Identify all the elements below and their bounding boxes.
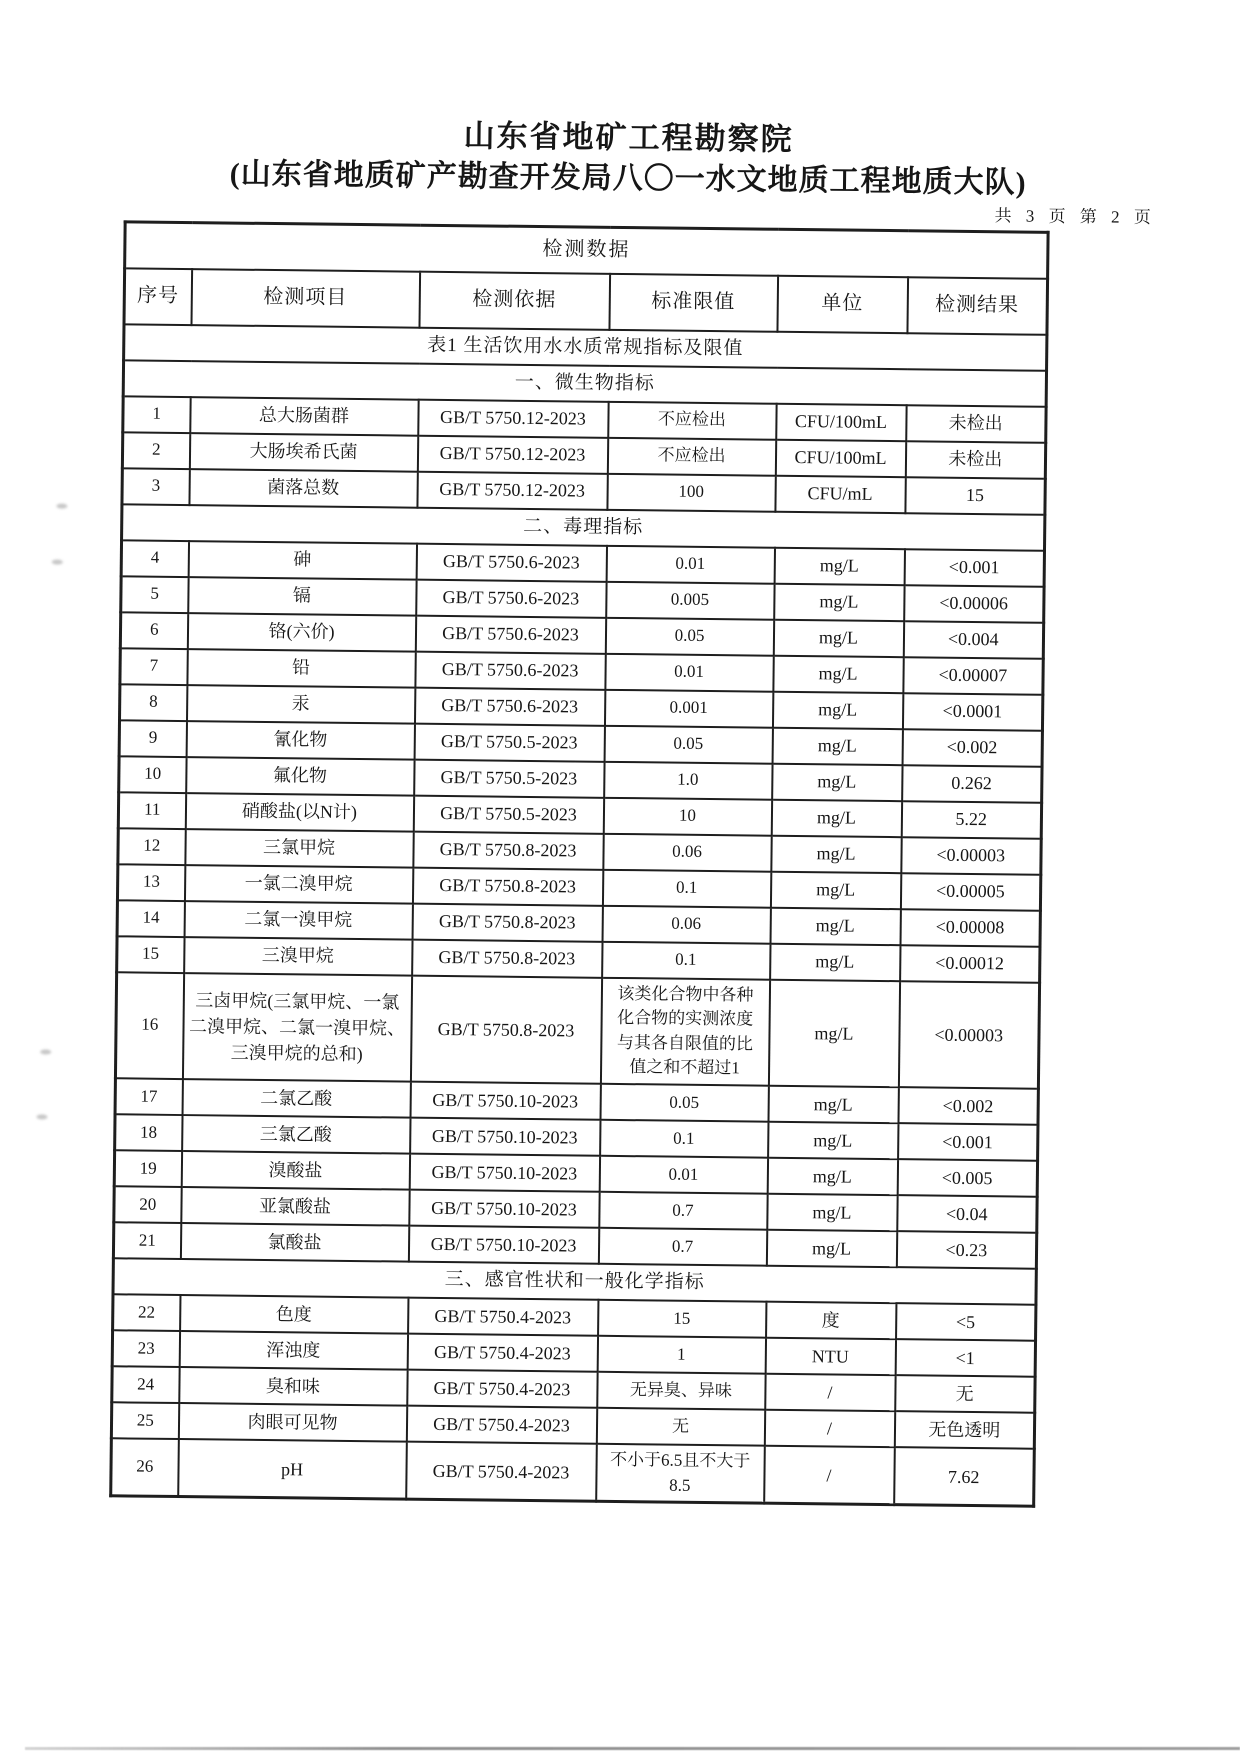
cell-result: <0.00003: [901, 837, 1041, 875]
cell-limit: 0.1: [602, 941, 770, 979]
cell-result: <5: [896, 1303, 1036, 1341]
cell-method: GB/T 5750.5-2023: [414, 723, 604, 761]
cell-no: 3: [122, 468, 189, 505]
cell-limit: 15: [598, 1300, 766, 1338]
cell-result: <0.005: [897, 1159, 1037, 1197]
cell-no: 1: [123, 396, 190, 433]
cell-no: 22: [113, 1294, 180, 1331]
cell-unit: CFU/100mL: [776, 403, 906, 440]
cell-unit: CFU/mL: [775, 475, 905, 512]
section-label: 二、毒理指标: [122, 504, 1045, 550]
cell-method: GB/T 5750.5-2023: [414, 759, 604, 797]
cell-limit: 0.7: [598, 1228, 766, 1266]
cell-method: GB/T 5750.8-2023: [412, 903, 602, 941]
cell-no: 5: [121, 576, 188, 613]
table-row: [111, 1438, 1035, 1506]
cell-unit: mg/L: [768, 1122, 898, 1159]
cell-result: <0.04: [897, 1195, 1037, 1233]
cell-item: 浑浊度: [179, 1331, 407, 1370]
cell-item: 臭和味: [179, 1367, 407, 1406]
cell-result: <0.002: [902, 729, 1042, 767]
cell-result: 无: [895, 1375, 1035, 1413]
col-header-item: 检测项目: [191, 269, 420, 328]
cell-no: 11: [118, 792, 185, 829]
cell-no: 4: [121, 540, 188, 577]
page-subtitle: (山东省地质矿产勘查开发局八〇一水文地质工程地质大队): [229, 157, 1027, 200]
cell-no: 14: [117, 900, 184, 937]
table-header-row: [124, 268, 1048, 334]
cell-item: 铅: [187, 649, 415, 688]
cell-result: <0.23: [896, 1231, 1036, 1269]
cell-item: 三卤甲烷(三氯甲烷、一氯二溴甲烷、二氯一溴甲烷、三溴甲烷的总和): [182, 973, 411, 1082]
cell-method: GB/T 5750.4-2023: [407, 1334, 597, 1372]
cell-method: GB/T 5750.12-2023: [417, 471, 607, 509]
cell-unit: mg/L: [768, 1086, 898, 1123]
cell-method: GB/T 5750.6-2023: [416, 543, 606, 581]
cell-unit: mg/L: [772, 691, 902, 728]
cell-result: <0.002: [898, 1087, 1038, 1125]
cell-item: 镉: [188, 577, 416, 616]
cell-no: 23: [112, 1330, 179, 1367]
scan-smudge: [40, 1049, 51, 1054]
cell-item: 三氯甲烷: [185, 829, 413, 868]
scan-smudge: [36, 1114, 47, 1119]
cell-unit: mg/L: [774, 583, 904, 620]
col-header-limit: 标准限值: [609, 273, 778, 331]
cell-result: 无色透明: [894, 1411, 1034, 1449]
cell-method: GB/T 5750.8-2023: [412, 939, 602, 977]
cell-result: 7.62: [894, 1447, 1035, 1506]
cell-unit: mg/L: [770, 943, 900, 980]
cell-limit: 1.0: [604, 761, 772, 799]
cell-limit: 0.01: [599, 1156, 767, 1194]
scan-smudge: [56, 504, 67, 509]
cell-item: 铬(六价): [187, 613, 415, 652]
cell-method: GB/T 5750.4-2023: [408, 1298, 598, 1336]
cell-limit: 0.06: [602, 905, 770, 943]
cell-unit: mg/L: [772, 727, 902, 764]
cell-item: 总大肠菌群: [190, 397, 418, 436]
cell-item: 菌落总数: [189, 469, 417, 508]
page-number-info: 共 3 页 第 2 页: [994, 206, 1156, 228]
cell-unit: /: [764, 1446, 895, 1505]
cell-item: 汞: [187, 685, 415, 724]
cell-no: 26: [111, 1438, 179, 1497]
cell-result: 15: [905, 477, 1045, 515]
cell-unit: mg/L: [767, 1158, 897, 1195]
cell-no: 9: [119, 720, 186, 757]
cell-method: GB/T 5750.8-2023: [412, 867, 602, 905]
col-header-result: 检测结果: [907, 277, 1048, 335]
cell-limit: 无: [596, 1408, 764, 1446]
cell-result: 未检出: [906, 405, 1046, 443]
cell-item: pH: [178, 1439, 407, 1499]
cell-item: 肉眼可见物: [178, 1403, 406, 1442]
cell-item: 三氯乙酸: [182, 1115, 410, 1154]
cell-no: 8: [120, 684, 187, 721]
cell-limit: 1: [597, 1336, 765, 1374]
cell-unit: mg/L: [773, 619, 903, 656]
cell-limit: 0.001: [604, 689, 772, 727]
cell-unit: mg/L: [771, 835, 901, 872]
cell-method: GB/T 5750.6-2023: [414, 687, 604, 725]
cell-method: GB/T 5750.10-2023: [408, 1226, 598, 1264]
cell-item: 二氯乙酸: [182, 1079, 410, 1118]
cell-result: <0.00005: [900, 873, 1040, 911]
cell-unit: /: [764, 1410, 894, 1447]
test-data-table: [109, 220, 1049, 1508]
cell-no: 16: [115, 972, 183, 1079]
cell-limit: 不应检出: [607, 437, 775, 475]
cell-limit: 0.1: [600, 1120, 768, 1158]
cell-item: 一氯二溴甲烷: [184, 865, 412, 904]
cell-no: 10: [119, 756, 186, 793]
cell-unit: NTU: [765, 1338, 895, 1375]
cell-method: GB/T 5750.8-2023: [410, 975, 601, 1084]
cell-limit: 0.7: [599, 1192, 767, 1230]
cell-no: 21: [113, 1222, 180, 1259]
cell-no: 17: [115, 1078, 182, 1115]
table-row: [115, 972, 1039, 1089]
cell-no: 24: [112, 1366, 179, 1403]
cell-limit: 10: [603, 797, 771, 835]
cell-result: 0.262: [902, 765, 1042, 803]
cell-unit: mg/L: [768, 979, 899, 1087]
cell-limit: 不应检出: [608, 401, 776, 439]
cell-method: GB/T 5750.12-2023: [417, 435, 607, 473]
cell-unit: mg/L: [773, 655, 903, 692]
cell-limit: 0.05: [605, 617, 773, 655]
cell-unit: mg/L: [772, 763, 902, 800]
cell-method: GB/T 5750.4-2023: [406, 1406, 596, 1444]
cell-result: <0.001: [898, 1123, 1038, 1161]
cell-item: 氟化物: [186, 757, 414, 796]
cell-limit: 0.005: [606, 581, 774, 619]
cell-result: <0.00006: [904, 585, 1044, 623]
cell-limit: 不小于6.5且不大于8.5: [596, 1444, 765, 1504]
cell-no: 20: [114, 1186, 181, 1223]
cell-method: GB/T 5750.4-2023: [406, 1442, 597, 1502]
cell-item: 氯酸盐: [180, 1223, 408, 1262]
cell-no: 15: [117, 936, 184, 973]
cell-no: 12: [118, 828, 185, 865]
cell-no: 2: [122, 432, 189, 469]
cell-unit: mg/L: [771, 799, 901, 836]
cell-method: GB/T 5750.10-2023: [409, 1190, 599, 1228]
cell-result: <0.00003: [898, 981, 1039, 1089]
cell-result: <1: [895, 1339, 1035, 1377]
cell-result: <0.00012: [900, 945, 1040, 983]
cell-result: 5.22: [901, 801, 1041, 839]
section-label: 表1 生活饮用水水质常规指标及限值: [124, 324, 1047, 370]
scan-edge-line: [25, 1747, 1240, 1750]
cell-method: GB/T 5750.8-2023: [413, 831, 603, 869]
cell-unit: /: [765, 1374, 895, 1411]
cell-method: GB/T 5750.10-2023: [409, 1154, 599, 1192]
cell-no: 19: [114, 1150, 181, 1187]
cell-item: 硝酸盐(以N计): [185, 793, 413, 832]
cell-limit: 0.05: [604, 725, 772, 763]
cell-unit: 度: [766, 1302, 896, 1339]
cell-result: <0.001: [904, 549, 1044, 587]
col-header-method: 检测依据: [419, 271, 610, 329]
cell-result: <0.0001: [902, 693, 1042, 731]
col-header-no: 序号: [124, 268, 192, 325]
table-caption: 检测数据: [125, 222, 1048, 278]
cell-unit: mg/L: [767, 1194, 897, 1231]
cell-item: 大肠埃希氏菌: [189, 433, 417, 472]
cell-item: 亚氯酸盐: [181, 1187, 409, 1226]
cell-item: 色度: [180, 1295, 408, 1334]
cell-method: GB/T 5750.6-2023: [416, 579, 606, 617]
section-label: 一、微生物指标: [123, 360, 1046, 406]
table-body: [111, 324, 1047, 1507]
cell-item: 溴酸盐: [181, 1151, 409, 1190]
cell-limit: 0.01: [606, 545, 774, 583]
cell-no: 18: [115, 1114, 182, 1151]
cell-method: GB/T 5750.6-2023: [415, 615, 605, 653]
cell-result: <0.00008: [900, 909, 1040, 947]
cell-limit: 0.05: [600, 1084, 768, 1122]
scan-smudge: [52, 560, 63, 565]
cell-item: 二氯一溴甲烷: [184, 901, 412, 940]
cell-item: 砷: [188, 541, 416, 580]
cell-limit: 0.01: [605, 653, 773, 691]
cell-method: GB/T 5750.5-2023: [413, 795, 603, 833]
cell-limit: 0.1: [602, 869, 770, 907]
cell-unit: mg/L: [770, 871, 900, 908]
cell-unit: mg/L: [766, 1230, 896, 1267]
cell-no: 25: [111, 1402, 178, 1439]
page-title: 山东省地矿工程勘察院: [463, 118, 794, 157]
cell-limit: 100: [607, 473, 775, 511]
cell-limit: 无异臭、异味: [597, 1372, 765, 1410]
section-label: 三、感官性状和一般化学指标: [113, 1258, 1036, 1304]
cell-unit: mg/L: [774, 547, 904, 584]
cell-result: <0.004: [903, 621, 1043, 659]
cell-no: 13: [117, 864, 184, 901]
cell-item: 氰化物: [186, 721, 414, 760]
cell-limit: 该类化合物中各种化合物的实测浓度与其各自限值的比值之和不超过1: [600, 977, 769, 1085]
cell-method: GB/T 5750.12-2023: [418, 399, 608, 437]
cell-no: 6: [120, 612, 187, 649]
cell-method: GB/T 5750.10-2023: [410, 1118, 600, 1156]
col-header-unit: 单位: [777, 275, 908, 332]
cell-limit: 0.06: [603, 833, 771, 871]
cell-result: <0.00007: [903, 657, 1043, 695]
cell-method: GB/T 5750.10-2023: [410, 1082, 600, 1120]
cell-unit: mg/L: [770, 907, 900, 944]
cell-unit: CFU/100mL: [775, 439, 905, 476]
cell-method: GB/T 5750.6-2023: [415, 651, 605, 689]
cell-item: 三溴甲烷: [184, 937, 412, 976]
cell-method: GB/T 5750.4-2023: [407, 1370, 597, 1408]
cell-result: 未检出: [905, 441, 1045, 479]
cell-no: 7: [120, 648, 187, 685]
